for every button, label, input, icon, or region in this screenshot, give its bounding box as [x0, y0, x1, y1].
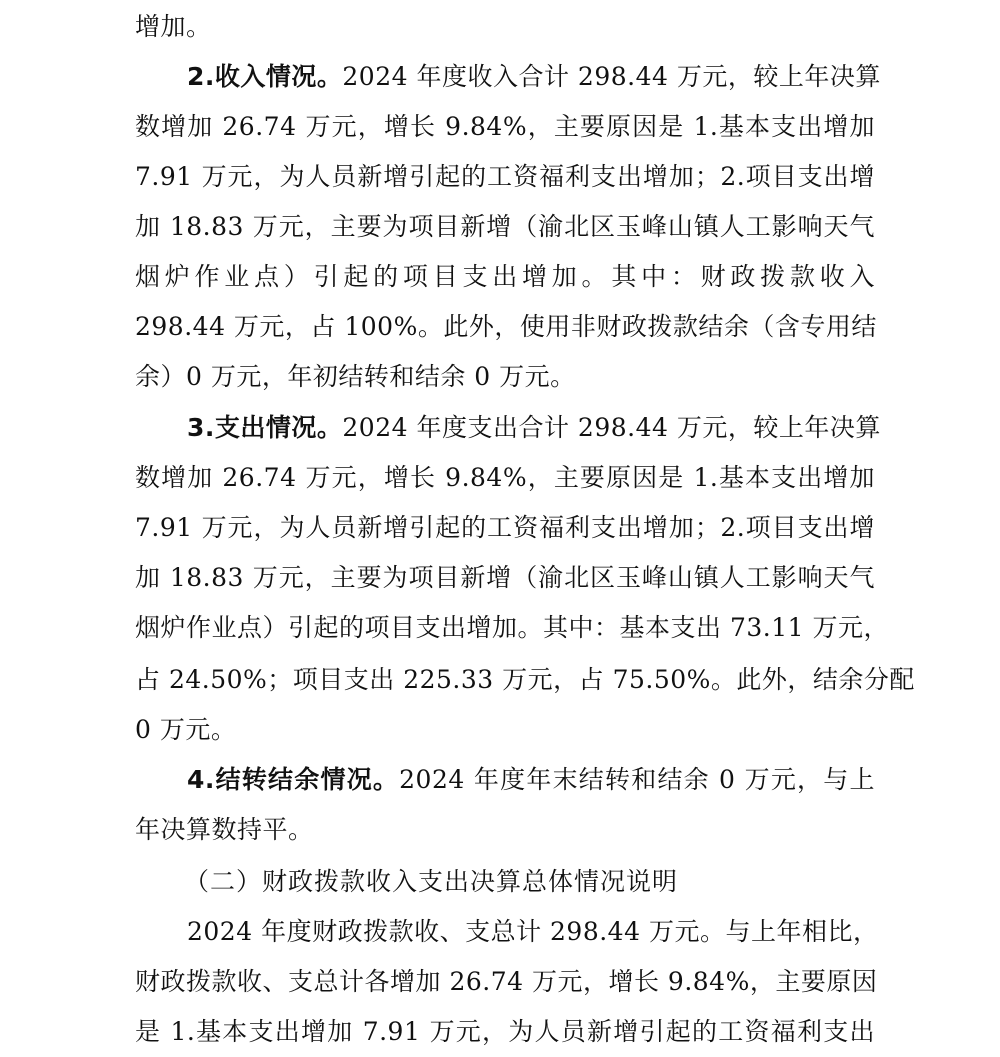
- text-line: [135, 152, 875, 202]
- text-span: 2024 年度支出合计 298.44 万元，较上年决算: [342, 413, 881, 442]
- text-span: 占 24.50%；项目支出 225.33 万元，占 75.50%。此外，结余分配: [135, 665, 915, 694]
- text-span: 加 18.83 万元，主要为项目新增（渝北区玉峰山镇人工影响天气: [135, 563, 875, 592]
- section-2-heading: 2.收入情况。: [187, 62, 343, 91]
- text-span: 2024 年度年末结转和结余 0 万元，与上: [399, 765, 875, 794]
- section-3-heading: 3.支出情况。: [187, 413, 343, 442]
- section-4-heading: 4.结转结余情况。: [187, 765, 400, 794]
- text-line: [135, 352, 576, 402]
- text-span: 烟炉作业点）引起的项目支出增加。其中：基本支出 73.11 万元，: [135, 613, 889, 642]
- text-span: 0 万元。: [135, 715, 237, 744]
- section-4-first-line: [187, 755, 875, 805]
- text-line: [135, 1007, 875, 1057]
- text-span: 余）0 万元，年初结转和结余 0 万元。: [135, 362, 576, 391]
- text-line: [135, 553, 875, 603]
- section-3-first-line: [187, 403, 881, 453]
- text-span: 增加。: [135, 12, 212, 41]
- text-line: [135, 655, 915, 705]
- subsection-heading: [184, 857, 678, 907]
- text-span: 2024 年度财政拨款收、支总计 298.44 万元。与上年相比，: [187, 917, 879, 946]
- text-span: 烟炉作业点）引起的项目支出增加。其中：财政拨款收入: [135, 262, 875, 291]
- text-line: [135, 503, 875, 553]
- text-span: 数增加 26.74 万元，增长 9.84%，主要原因是 1.基本支出增加: [135, 463, 875, 492]
- text-line: [135, 102, 875, 152]
- text-span: 数增加 26.74 万元，增长 9.84%，主要原因是 1.基本支出增加: [135, 112, 875, 141]
- text-span: 298.44 万元，占 100%。此外，使用非财政拨款结余（含专用结: [135, 312, 877, 341]
- text-line: [135, 2, 212, 52]
- text-line: [135, 202, 875, 252]
- text-line: [135, 603, 889, 653]
- text-line: [135, 252, 875, 302]
- subsection-title: （二）财政拨款收入支出决算总体情况说明: [184, 867, 679, 896]
- text-line: [135, 805, 314, 855]
- text-span: 2024 年度收入合计 298.44 万元，较上年决算: [342, 62, 881, 91]
- text-span: 年决算数持平。: [135, 815, 314, 844]
- text-span: 加 18.83 万元，主要为项目新增（渝北区玉峰山镇人工影响天气: [135, 212, 875, 241]
- text-line: [135, 957, 878, 1007]
- text-span: 财政拨款收、支总计各增加 26.74 万元，增长 9.84%，主要原因: [135, 967, 878, 996]
- text-span: 7.91 万元，为人员新增引起的工资福利支出增加；2.项目支出增: [135, 162, 875, 191]
- text-line: [187, 907, 879, 957]
- text-line: [135, 705, 236, 755]
- text-line: [135, 453, 875, 503]
- text-span: 7.91 万元，为人员新增引起的工资福利支出增加；2.项目支出增: [135, 513, 875, 542]
- text-span: 是 1.基本支出增加 7.91 万元，为人员新增引起的工资福利支出: [135, 1017, 875, 1046]
- section-2-first-line: [187, 52, 881, 102]
- text-line: [135, 302, 875, 352]
